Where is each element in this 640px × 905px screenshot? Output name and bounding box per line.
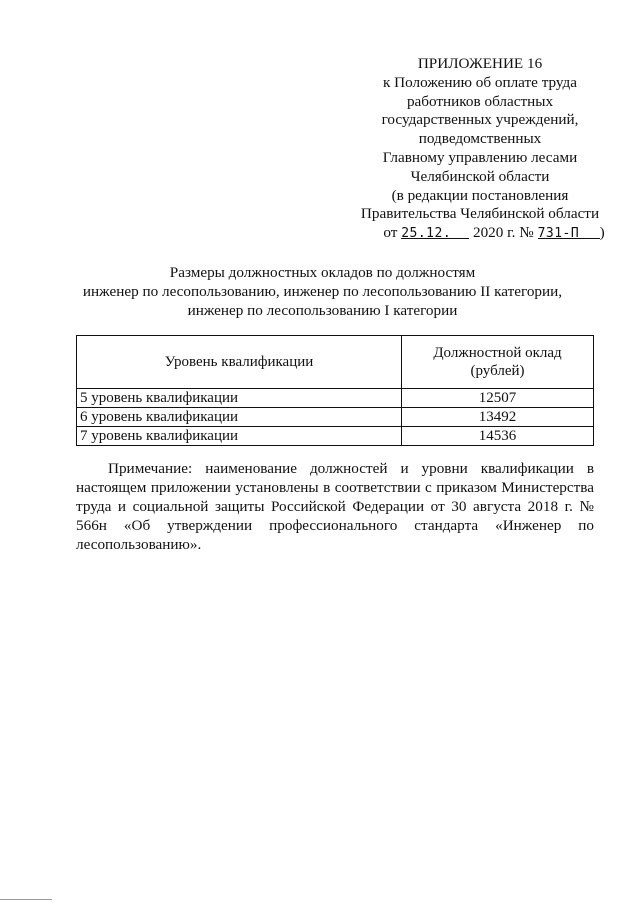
appendix-line: Главному управлению лесами: [382, 148, 578, 166]
number-blank: [537, 224, 600, 242]
appendix-line: Правительства Челябинской области: [360, 205, 600, 223]
appendix-header: [330, 55, 630, 243]
title-line: инженер по лесопользованию I категории: [187, 301, 458, 319]
level-cell: 6 уровень квалификации: [77, 408, 402, 427]
salary-cell: 12507: [402, 389, 594, 408]
appendix-line: подведомственных: [418, 130, 542, 148]
level-cell: 5 уровень квалификации: [77, 389, 402, 408]
appendix-line: государственных учреждений,: [381, 111, 579, 129]
salary-cell: 14536: [402, 427, 594, 446]
appendix-date-line: [330, 224, 630, 243]
table-row: [77, 408, 594, 427]
table-row: [77, 389, 594, 408]
header-salary-unit: (рублей): [470, 363, 525, 379]
appendix-line: (в редакции постановления: [391, 186, 569, 204]
number-value: 731-П: [537, 226, 580, 242]
level-cell: 7 уровень квалификации: [77, 427, 402, 446]
title-line: Размеры должностных окладов по должностям: [169, 264, 476, 281]
table-header-row: [77, 336, 594, 389]
document-title: [60, 264, 585, 320]
salary-table: [76, 335, 594, 446]
header-qualification-level: Уровень квалификации: [77, 336, 402, 389]
appendix-line: работников областных: [406, 92, 554, 110]
year-text: 2020 г. №: [472, 224, 534, 242]
appendix-title: ПРИЛОЖЕНИЕ 16: [417, 55, 543, 72]
date-blank: [401, 224, 469, 242]
note-paragraph: Примечание: наименование должностей и уровни квалификации в настоящем приложении установлены в соответствии с приказом Министерства труда и социальной защиты Российской Федерации от 30 августа 2018 г. № 566н «Об утверждении профессионального стандарта «Инженер по лесопользованию».: [76, 460, 594, 553]
date-prefix: от: [383, 224, 398, 242]
appendix-line: к Положению об оплате труда: [382, 73, 578, 91]
closing-paren: ): [599, 224, 605, 242]
header-salary: [402, 336, 594, 389]
date-value: 25.12.: [401, 226, 452, 242]
title-line: инженер по лесопользованию, инженер по лесопользованию II категории,: [82, 282, 563, 300]
appendix-line: Челябинской области: [410, 167, 550, 185]
salary-cell: 13492: [402, 408, 594, 427]
header-salary-label: Должностной оклад: [433, 345, 562, 361]
scan-margin-mark: [0, 899, 52, 900]
table-row: [77, 427, 594, 446]
